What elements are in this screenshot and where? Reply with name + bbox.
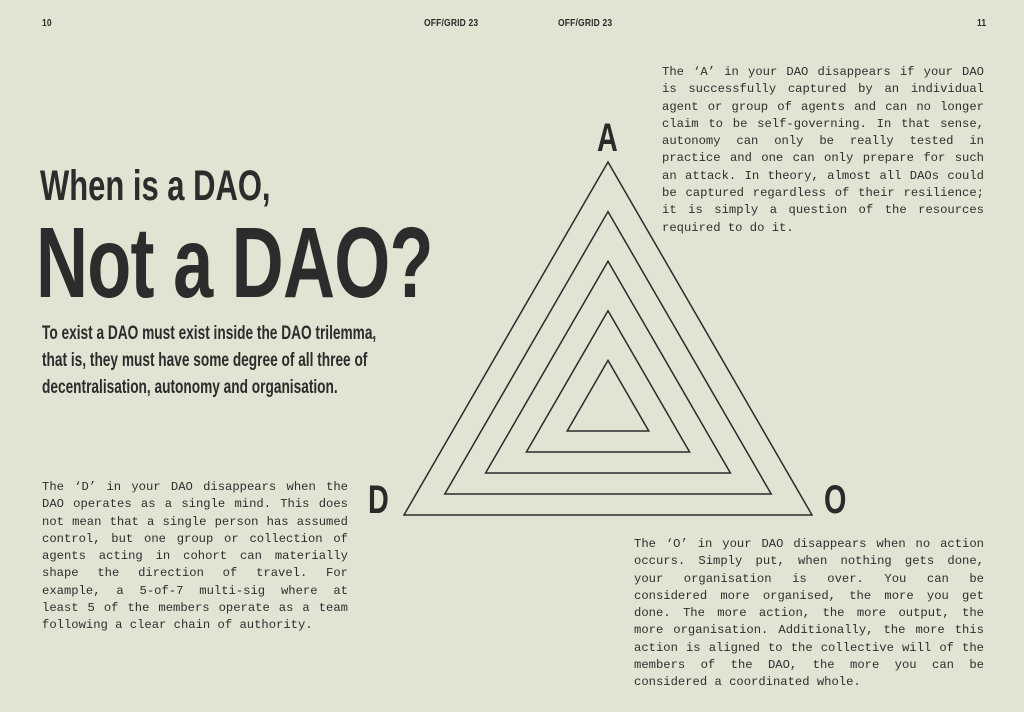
organisation-paragraph: The ‘O’ in your DAO disappears when no action occurs. Simply put, when nothing gets done, your organisation is over. You can be considered more organised, the more you get done. The more action, the more output, the more organisation. Additionally, the more this action is aligned to the collective will of the members of the DAO, the more you can be considered a coordinated whole. (634, 537, 984, 690)
vertex-label-organisation: O (824, 478, 847, 522)
trilemma-ring (486, 261, 731, 473)
vertex-label-autonomy: A (597, 116, 618, 160)
trilemma-ring (567, 360, 649, 431)
running-head-left: OFF/GRID 23 (424, 18, 479, 29)
headline-line-1: When is a DAO, (40, 162, 271, 210)
vertex-label-decentralisation: D (368, 478, 389, 522)
page-number-left: 10 (42, 18, 52, 29)
headline-line-2: Not a DAO? (36, 207, 433, 319)
autonomy-paragraph: The ‘A’ in your DAO disappears if your DAO is successfully captured by an individual agent or group of agents and can no longer claim to be self-governing. In that sense, autonomy can only be really tested in practice and one can only prepare for such an attack. In theory, almost all DAOs could be captured regardless of their resilience; it is simply a question of the resources required to do it. (662, 65, 984, 235)
decentralisation-paragraph: The ‘D’ in your DAO disappears when the DAO operates as a single mind. This does not mean that a single person has assumed control, but one group or collection of agents acting in cohort can materially shape the direction of travel. For example, a 5-of-7 multi-sig where at least 5 of the members operate as a team following a clear chain of authority. (42, 480, 348, 633)
standfirst: To exist a DAO must exist inside the DAO trilemma, that is, they must have some degree of all three of decentralisation, autonomy and organisation. (42, 323, 377, 398)
running-head-right: OFF/GRID 23 (558, 18, 613, 29)
page-number-right: 11 (977, 18, 987, 29)
